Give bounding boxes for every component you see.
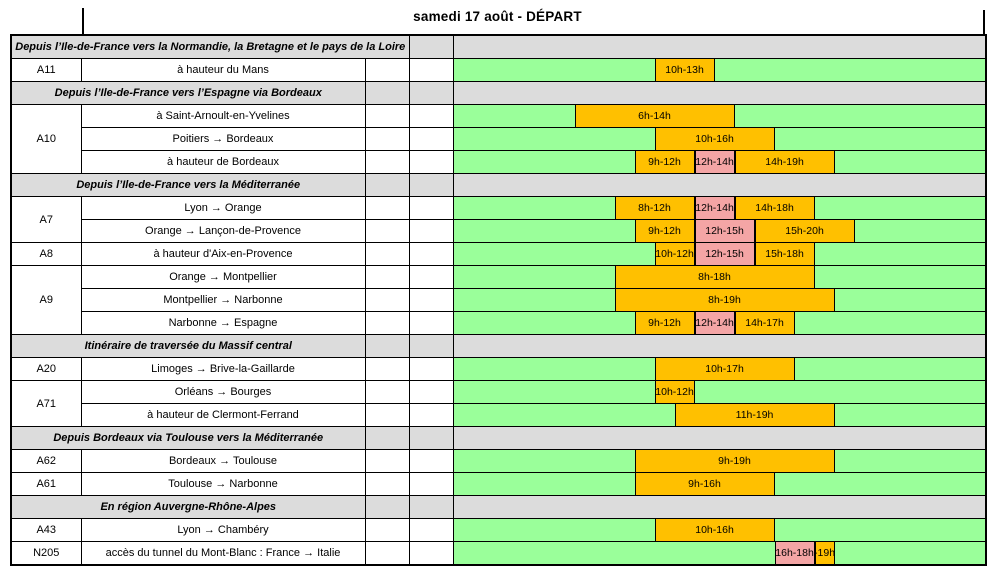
spacer-cell bbox=[365, 59, 409, 82]
spacer-cell bbox=[365, 289, 409, 312]
schedule-row bbox=[11, 404, 986, 427]
timeline-track bbox=[454, 152, 986, 172]
spacer-cell bbox=[409, 197, 453, 220]
traffic-bar: 14h-19h bbox=[735, 150, 835, 174]
section-row bbox=[11, 335, 986, 358]
timeline-track bbox=[454, 267, 986, 287]
timeline-track bbox=[454, 290, 986, 310]
timeline-cell bbox=[453, 220, 986, 243]
timeline-cell bbox=[453, 289, 986, 312]
timeline-track bbox=[454, 313, 986, 333]
traffic-bar: 10h-17h bbox=[655, 357, 795, 381]
highway-code: A62 bbox=[11, 450, 81, 473]
timeline-track bbox=[454, 221, 986, 241]
timeline-cell bbox=[453, 128, 986, 151]
route-label: Poitiers → Bordeaux bbox=[81, 128, 365, 151]
schedule-row bbox=[11, 542, 986, 566]
spacer-cell bbox=[365, 243, 409, 266]
schedule-row bbox=[11, 266, 986, 289]
spacer-cell bbox=[409, 243, 453, 266]
timeline-track bbox=[454, 451, 986, 471]
timeline-track bbox=[454, 474, 986, 494]
timeline-cell bbox=[453, 358, 986, 381]
highway-code: A43 bbox=[11, 519, 81, 542]
traffic-bar: 8h-12h bbox=[615, 196, 695, 220]
spacer-cell bbox=[409, 266, 453, 289]
schedule-row bbox=[11, 312, 986, 335]
section-header: Depuis l’Ile-de-France vers la Méditerranée bbox=[11, 174, 365, 197]
timeline-track bbox=[454, 405, 986, 425]
spacer-cell bbox=[365, 335, 409, 358]
page-margin-tick-right bbox=[983, 10, 985, 34]
timeline-cell bbox=[453, 473, 986, 496]
traffic-bar: 12h-15h bbox=[695, 219, 755, 243]
timeline-cell bbox=[453, 381, 986, 404]
spacer-cell bbox=[365, 358, 409, 381]
schedule-row bbox=[11, 450, 986, 473]
spacer-cell bbox=[365, 197, 409, 220]
route-label: Lyon → Chambéry bbox=[81, 519, 365, 542]
spacer-cell bbox=[409, 35, 453, 59]
traffic-bar: 6h-14h bbox=[575, 104, 735, 128]
spacer-cell bbox=[365, 220, 409, 243]
schedule-row bbox=[11, 358, 986, 381]
spacer-cell bbox=[365, 519, 409, 542]
section-header: En région Auvergne-Rhône-Alpes bbox=[11, 496, 365, 519]
spacer-cell bbox=[409, 358, 453, 381]
spacer-cell bbox=[365, 82, 409, 105]
timeline-cell bbox=[453, 266, 986, 289]
highway-code: A8 bbox=[11, 243, 81, 266]
traffic-bar: 10h-16h bbox=[655, 127, 775, 151]
route-label: Narbonne → Espagne bbox=[81, 312, 365, 335]
schedule-row bbox=[11, 519, 986, 542]
spacer-cell bbox=[365, 105, 409, 128]
traffic-bar: 16h-18h bbox=[775, 541, 815, 565]
section-timeline-cell bbox=[453, 496, 986, 519]
traffic-bar: 12h-14h bbox=[695, 150, 735, 174]
spacer-cell bbox=[365, 312, 409, 335]
schedule-row bbox=[11, 381, 986, 404]
section-row bbox=[11, 82, 986, 105]
spacer-cell bbox=[365, 151, 409, 174]
route-label: à hauteur de Clermont-Ferrand bbox=[81, 404, 365, 427]
section-timeline-cell bbox=[453, 174, 986, 197]
spacer-cell bbox=[409, 82, 453, 105]
traffic-bar: 9h-12h bbox=[635, 219, 695, 243]
schedule-row bbox=[11, 151, 986, 174]
spacer-cell bbox=[409, 174, 453, 197]
route-label: accès du tunnel du Mont-Blanc : France → Italie bbox=[81, 542, 365, 566]
traffic-bar: 9h-12h bbox=[635, 311, 695, 335]
route-label: Orange → Montpellier bbox=[81, 266, 365, 289]
spacer-cell bbox=[409, 59, 453, 82]
traffic-bar: 9h-19h bbox=[635, 449, 835, 473]
traffic-bar: 8h-19h bbox=[615, 288, 835, 312]
schedule-row bbox=[11, 243, 986, 266]
section-header: Depuis Bordeaux via Toulouse vers la Méditerranée bbox=[11, 427, 365, 450]
section-timeline-cell bbox=[453, 82, 986, 105]
page-margin-tick-left bbox=[82, 8, 84, 34]
section-row bbox=[11, 427, 986, 450]
timeline-cell bbox=[453, 404, 986, 427]
spacer-cell bbox=[409, 105, 453, 128]
timeline-track bbox=[454, 543, 986, 563]
spacer-cell bbox=[365, 427, 409, 450]
timeline-cell bbox=[453, 519, 986, 542]
timeline-track bbox=[454, 106, 986, 126]
traffic-bar: 15h-20h bbox=[755, 219, 855, 243]
route-label: Bordeaux → Toulouse bbox=[81, 450, 365, 473]
traffic-bar: -19h bbox=[815, 541, 835, 565]
traffic-bar: 12h-14h bbox=[695, 196, 735, 220]
timeline-track bbox=[454, 520, 986, 540]
highway-code: A71 bbox=[11, 381, 81, 427]
highway-code: A9 bbox=[11, 266, 81, 335]
timeline-cell bbox=[453, 243, 986, 266]
schedule-table bbox=[10, 34, 987, 566]
traffic-bar: 15h-18h bbox=[755, 242, 815, 266]
spacer-cell bbox=[365, 381, 409, 404]
spacer-cell bbox=[409, 381, 453, 404]
highway-code: A61 bbox=[11, 473, 81, 496]
section-row bbox=[11, 496, 986, 519]
schedule-row bbox=[11, 289, 986, 312]
spacer-cell bbox=[365, 450, 409, 473]
spacer-cell bbox=[365, 496, 409, 519]
timeline-track bbox=[454, 198, 986, 218]
section-timeline-cell bbox=[453, 427, 986, 450]
spacer-cell bbox=[365, 404, 409, 427]
highway-code: A10 bbox=[11, 105, 81, 174]
traffic-bar: 14h-17h bbox=[735, 311, 795, 335]
timeline-cell bbox=[453, 151, 986, 174]
spacer-cell bbox=[365, 542, 409, 566]
spacer-cell bbox=[409, 519, 453, 542]
schedule-row bbox=[11, 473, 986, 496]
route-label: Toulouse → Narbonne bbox=[81, 473, 365, 496]
page-title: samedi 17 août - DÉPART bbox=[413, 9, 582, 24]
section-header: Depuis l’Ile-de-France vers la Normandie, la Bretagne et le pays de la Loire bbox=[11, 35, 409, 59]
section-row bbox=[11, 174, 986, 197]
section-timeline-cell bbox=[453, 35, 986, 59]
timeline-track bbox=[454, 60, 986, 80]
timeline-track bbox=[454, 382, 986, 402]
schedule-row bbox=[11, 197, 986, 220]
traffic-bar: 9h-12h bbox=[635, 150, 695, 174]
route-label: Limoges → Brive-la-Gaillarde bbox=[81, 358, 365, 381]
route-label: à hauteur du Mans bbox=[81, 59, 365, 82]
spacer-cell bbox=[365, 128, 409, 151]
timeline-track bbox=[454, 359, 986, 379]
spacer-cell bbox=[409, 220, 453, 243]
highway-code: A11 bbox=[11, 59, 81, 82]
highway-code: A7 bbox=[11, 197, 81, 243]
route-label: Lyon → Orange bbox=[81, 197, 365, 220]
section-header: Itinéraire de traversée du Massif central bbox=[11, 335, 365, 358]
timeline-cell bbox=[453, 105, 986, 128]
traffic-bar: 10h-13h bbox=[655, 58, 715, 82]
spacer-cell bbox=[365, 473, 409, 496]
traffic-bar: 11h-19h bbox=[675, 403, 835, 427]
schedule-row bbox=[11, 105, 986, 128]
traffic-bar: 10h-12h bbox=[655, 242, 695, 266]
route-label: à Saint-Arnoult-en-Yvelines bbox=[81, 105, 365, 128]
timeline-track bbox=[454, 244, 986, 264]
spacer-cell bbox=[409, 312, 453, 335]
route-label: Montpellier → Narbonne bbox=[81, 289, 365, 312]
spacer-cell bbox=[409, 450, 453, 473]
timeline-cell bbox=[453, 59, 986, 82]
timeline-cell bbox=[453, 542, 986, 566]
traffic-bar: 14h-18h bbox=[735, 196, 815, 220]
spacer-cell bbox=[409, 496, 453, 519]
traffic-bar: 12h-14h bbox=[695, 311, 735, 335]
route-label: à hauteur d'Aix-en-Provence bbox=[81, 243, 365, 266]
spacer-cell bbox=[365, 174, 409, 197]
spacer-cell bbox=[365, 266, 409, 289]
traffic-bar: 10h-16h bbox=[655, 518, 775, 542]
timeline-cell bbox=[453, 312, 986, 335]
schedule-row bbox=[11, 128, 986, 151]
highway-code: A20 bbox=[11, 358, 81, 381]
timeline-cell bbox=[453, 450, 986, 473]
spacer-cell bbox=[409, 427, 453, 450]
traffic-bar: 8h-18h bbox=[615, 265, 815, 289]
route-label: Orange → Lançon-de-Provence bbox=[81, 220, 365, 243]
route-label: Orléans → Bourges bbox=[81, 381, 365, 404]
traffic-bar: 12h-15h bbox=[695, 242, 755, 266]
highway-code: N205 bbox=[11, 542, 81, 566]
schedule-row bbox=[11, 59, 986, 82]
spacer-cell bbox=[409, 289, 453, 312]
spacer-cell bbox=[409, 473, 453, 496]
section-row bbox=[11, 35, 986, 59]
schedule-row bbox=[11, 220, 986, 243]
traffic-bar: 10h-12h bbox=[655, 380, 695, 404]
spacer-cell bbox=[409, 335, 453, 358]
traffic-bar: 9h-16h bbox=[635, 472, 775, 496]
spacer-cell bbox=[409, 128, 453, 151]
spacer-cell bbox=[409, 542, 453, 566]
route-label: à hauteur de Bordeaux bbox=[81, 151, 365, 174]
section-header: Depuis l’Ile-de-France vers l’Espagne via Bordeaux bbox=[11, 82, 365, 105]
spacer-cell bbox=[409, 404, 453, 427]
section-timeline-cell bbox=[453, 335, 986, 358]
timeline-track bbox=[454, 129, 986, 149]
spacer-cell bbox=[409, 151, 453, 174]
timeline-cell bbox=[453, 197, 986, 220]
